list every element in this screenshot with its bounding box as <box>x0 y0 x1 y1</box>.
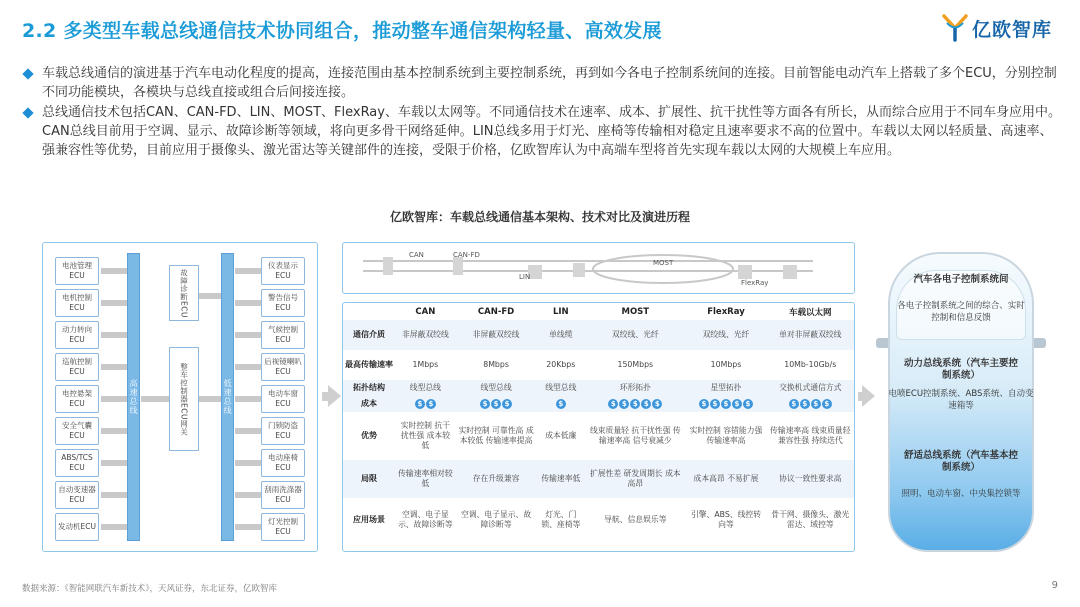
cost-coins <box>480 399 512 409</box>
table-cell: 成本低廉 <box>545 431 577 440</box>
ecu-box: 警告信号ECU <box>261 289 305 317</box>
central-ecu-label: 整车控制器ECU网关 <box>179 362 189 436</box>
dollar-coin-icon: $ <box>811 399 821 409</box>
connector-arrow <box>235 332 261 338</box>
row-header: 通信介质 <box>343 320 395 350</box>
table-cell: 引擎、ABS、线控转向等 <box>690 510 762 529</box>
connector-arrow <box>235 492 261 498</box>
row-header: 最高传输速率 <box>345 360 393 369</box>
cost-coins <box>699 399 753 409</box>
column-header: FlexRay <box>707 306 745 317</box>
cost-cell <box>456 396 537 412</box>
table-cell: 环形拓扑 <box>585 380 685 396</box>
table-cell: 线型总线 <box>395 380 456 396</box>
page-title: 2.2 多类型车载总线通信技术协同组合，推动整车通信架构轻量、高效发展 <box>22 20 662 42</box>
bullet-list <box>20 64 1065 161</box>
left-ecu-column <box>55 257 99 541</box>
connector-arrow <box>101 332 127 338</box>
table-row <box>343 412 854 460</box>
connector-arrow <box>235 300 261 306</box>
car-system-diagram <box>874 246 1048 558</box>
dollar-coin-icon: $ <box>652 399 662 409</box>
connector-arrow <box>101 524 127 530</box>
table-cell: 10Mbps <box>710 360 742 369</box>
dollar-coin-icon: $ <box>732 399 742 409</box>
connector-arrow <box>101 492 127 498</box>
connector-arrow <box>235 364 261 370</box>
dollar-coin-icon: $ <box>502 399 512 409</box>
table-row <box>343 396 854 412</box>
cost-coins <box>789 399 832 409</box>
ecu-box: 仪表显示ECU <box>261 257 305 285</box>
table-cell: 传输速率高 线束质量轻 兼容性强 持续迭代 <box>770 426 851 445</box>
car-bottom-heading: 舒适总线系统（汽车基本控制系统） <box>903 450 1018 473</box>
table-cell: 存在升级兼容 <box>456 460 537 498</box>
table-cell: 交换机式通信方式 <box>767 380 854 396</box>
dollar-coin-icon: $ <box>426 399 436 409</box>
ecu-box: 电控悬架ECU <box>55 385 99 413</box>
dollar-coin-icon: $ <box>743 399 753 409</box>
ecu-box: 后视镜喇叭ECU <box>261 353 305 381</box>
dollar-coin-icon: $ <box>630 399 640 409</box>
car-bottom-desc: 照明、电动车窗、中央集控锁等 <box>901 489 1021 499</box>
diag-ecu-label: 故障诊断ECU <box>179 268 189 318</box>
ecu-box: 发动机ECU <box>55 513 99 541</box>
table-row <box>343 350 854 380</box>
dollar-coin-icon: $ <box>641 399 651 409</box>
source-footnote: 数据来源：《智能网联汽车新技术》，天风证券，东北证券，亿欧智库 <box>22 584 278 594</box>
connector-arrow <box>235 460 261 466</box>
connector-arrow <box>101 396 127 402</box>
connector-arrow <box>101 460 127 466</box>
table-cell: 实时控制 可靠性高 成本较低 传输速率提高 <box>458 426 534 445</box>
bullet-text: 车载总线通信的演进基于汽车电动化程度的提高，连接范围由基本控制系统到主要控制系统，再到如今各电子控制系统间的连接。目前智能电动汽车上搭载了多个ECU，分别控制不同功能模块，各模块与总线直接或组合后间接连接。 <box>42 66 1057 100</box>
connector-arrow <box>235 524 261 530</box>
dollar-coin-icon: $ <box>710 399 720 409</box>
table-cell: 协议一致性要求高 <box>767 460 854 498</box>
ecu-box: 安全气囊ECU <box>55 417 99 445</box>
ecu-box: 电动座椅ECU <box>261 449 305 477</box>
dollar-coin-icon: $ <box>480 399 490 409</box>
right-ecu-column <box>261 257 305 541</box>
low-speed-bus <box>221 253 234 541</box>
table-row <box>343 498 854 542</box>
bullet-item <box>20 103 1065 160</box>
column-header: MOST <box>621 306 650 317</box>
timeline-label: CAN-FD <box>453 251 480 259</box>
table-cell: 成本高昂 不易扩展 <box>685 460 766 498</box>
low-bus-label: 低速总线 <box>223 379 232 415</box>
table-cell: 1Mbps <box>412 360 439 369</box>
ecu-box: 灯光控制ECU <box>261 513 305 541</box>
cost-cell <box>536 396 585 412</box>
row-header: 优势 <box>361 431 377 440</box>
table-cell: 非屏蔽双绞线 <box>395 320 456 350</box>
ecu-box: 气候控制ECU <box>261 321 305 349</box>
timeline-svg <box>343 243 853 293</box>
cost-cell <box>395 396 456 412</box>
yiou-logo-icon <box>942 14 968 42</box>
row-header: 成本 <box>343 396 395 412</box>
car-top-desc: 各电子控制系统之间的综合、实时控制和信息反馈 <box>897 301 1025 323</box>
car-top-heading: 汽车各电子控制系统间 <box>913 274 1009 285</box>
flow-arrow-icon <box>328 385 341 407</box>
table-cell: 线型总线 <box>456 380 537 396</box>
timeline-label: FlexRay <box>741 279 769 287</box>
cost-coins <box>608 399 662 409</box>
tech-comparison-table <box>342 302 855 552</box>
dollar-coin-icon: $ <box>556 399 566 409</box>
table-row <box>343 460 854 498</box>
table-cell: 非屏蔽双绞线 <box>456 320 537 350</box>
column-header: 车载以太网 <box>789 307 832 318</box>
dollar-coin-icon: $ <box>721 399 731 409</box>
car-mid-heading: 动力总线系统（汽车主要控制系统） <box>903 358 1018 381</box>
dollar-coin-icon: $ <box>619 399 629 409</box>
table-cell: 8Mbps <box>483 360 509 369</box>
table-cell: 灯光、门锁、座椅等 <box>541 510 581 529</box>
table-cell: 单对非屏蔽双绞线 <box>767 320 854 350</box>
dollar-coin-icon: $ <box>415 399 425 409</box>
car-mid-desc: 电喷ECU控制系统、ABS系统、自动变速箱等 <box>888 389 1034 411</box>
table-cell: 实时控制 容错能力强 传输速率高 <box>689 426 763 445</box>
high-bus-label: 高速总线 <box>129 379 138 415</box>
table-cell: 双绞线、光纤 <box>685 320 766 350</box>
central-gateway-ecu <box>169 347 199 451</box>
logo <box>942 14 1052 42</box>
row-header: 应用场景 <box>353 515 385 524</box>
table-cell: 星型拓扑 <box>685 380 766 396</box>
table-cell: 线束质量轻 抗干扰性强 传输速率高 信号衰减少 <box>589 426 681 445</box>
timeline-label: MOST <box>653 259 674 267</box>
table-cell: 双绞线、光纤 <box>585 320 685 350</box>
high-speed-bus <box>127 253 140 541</box>
bullet-item <box>20 64 1065 102</box>
table-cell: 传输速率相对较低 <box>395 460 456 498</box>
connector-arrow <box>235 268 261 274</box>
column-header <box>343 303 395 320</box>
dollar-coin-icon: $ <box>699 399 709 409</box>
cost-coins <box>415 399 436 409</box>
connector-arrow <box>235 396 261 402</box>
timeline-label: LIN <box>519 273 531 281</box>
timeline-label: CAN <box>409 251 424 259</box>
table-row <box>343 320 854 350</box>
bullet-text: 总线通信技术包括CAN、CAN-FD、LIN、MOST、FlexRay、车载以太网等。不同通信技术在速率、成本、扩展性、抗干扰性等方面各有所长，从而综合应用于不同车身应用中。 CAN总线目前用于空调、显示、故障诊断等领域，将向更多骨干网络延伸。LIN总线多用于灯光、座椅等传输相对稳定且速率要求不高的位置中。车载以太网以轻质量、高速率、强兼容性等优势，目前应用于摄像头、激光雷达等关键部件的连接，受限于价格，亿欧智库认为中高端车型将首先实现车载以太网的大规模上车应用。 <box>42 105 1061 158</box>
ecu-box: 动力转向ECU <box>55 321 99 349</box>
table-cell: 线型总线 <box>536 380 585 396</box>
table-cell: 实时控制 抗干扰性强 成本较低 <box>400 421 450 450</box>
ecu-box: 巡航控制ECU <box>55 353 99 381</box>
table-cell: 骨干网、摄像头、激光雷达、域控等 <box>771 510 850 529</box>
diagram-title: 亿欧智库：车载总线通信基本架构、技术对比及演进历程 <box>389 210 690 224</box>
cost-cell <box>685 396 766 412</box>
dollar-coin-icon: $ <box>800 399 810 409</box>
comparison-table <box>343 303 854 542</box>
table-cell: 空调、电子显示、故障诊断等 <box>398 510 453 529</box>
ecu-box: ABS/TCS ECU <box>55 449 99 477</box>
dollar-coin-icon: $ <box>608 399 618 409</box>
cost-cell <box>767 396 854 412</box>
ecu-box: 电池管理ECU <box>55 257 99 285</box>
mirror-icon <box>1032 338 1046 348</box>
connector-arrow <box>101 268 127 274</box>
table-cell: 150Mbps <box>617 360 654 369</box>
column-header: CAN-FD <box>477 306 515 317</box>
dollar-coin-icon: $ <box>789 399 799 409</box>
dollar-coin-icon: $ <box>822 399 832 409</box>
table-cell: 10Mb-10Gb/s <box>784 360 837 369</box>
table-row <box>343 380 854 396</box>
connector-arrow <box>101 364 127 370</box>
table-cell: 空调、电子显示、故障诊断等 <box>460 510 532 529</box>
diamond-bullet-icon <box>22 68 33 79</box>
bus-architecture-panel <box>42 242 318 552</box>
ecu-box: 电动车窗ECU <box>261 385 305 413</box>
diamond-bullet-icon <box>22 107 33 118</box>
table-cell: 单线缆 <box>536 320 585 350</box>
cost-cell <box>585 396 685 412</box>
table-header-row <box>343 303 854 320</box>
table-cell: 传输速率低 <box>536 460 585 498</box>
connector-arrow <box>101 428 127 434</box>
table-cell: 20Kbps <box>546 360 576 369</box>
ecu-box: 自动变速器ECU <box>55 481 99 509</box>
table-cell: 扩展性差 研发周期长 成本高昂 <box>585 460 685 498</box>
cost-coins <box>556 399 566 409</box>
diag-ecu <box>169 265 199 321</box>
dollar-coin-icon: $ <box>491 399 501 409</box>
logo-text: 亿欧智库 <box>971 18 1052 41</box>
table-cell: 导航、信息娱乐等 <box>604 515 667 524</box>
connector-arrow <box>235 428 261 434</box>
connector-arrow <box>101 300 127 306</box>
evolution-timeline <box>342 242 855 294</box>
ecu-box: 刮雨洗涤器ECU <box>261 481 305 509</box>
column-header: LIN <box>552 306 569 317</box>
column-header: CAN <box>415 306 436 317</box>
ecu-box: 电机控制ECU <box>55 289 99 317</box>
row-header: 局限 <box>343 460 395 498</box>
row-header: 拓扑结构 <box>343 380 395 396</box>
ecu-box: 门锁防盗ECU <box>261 417 305 445</box>
page-number: 9 <box>1051 580 1058 591</box>
